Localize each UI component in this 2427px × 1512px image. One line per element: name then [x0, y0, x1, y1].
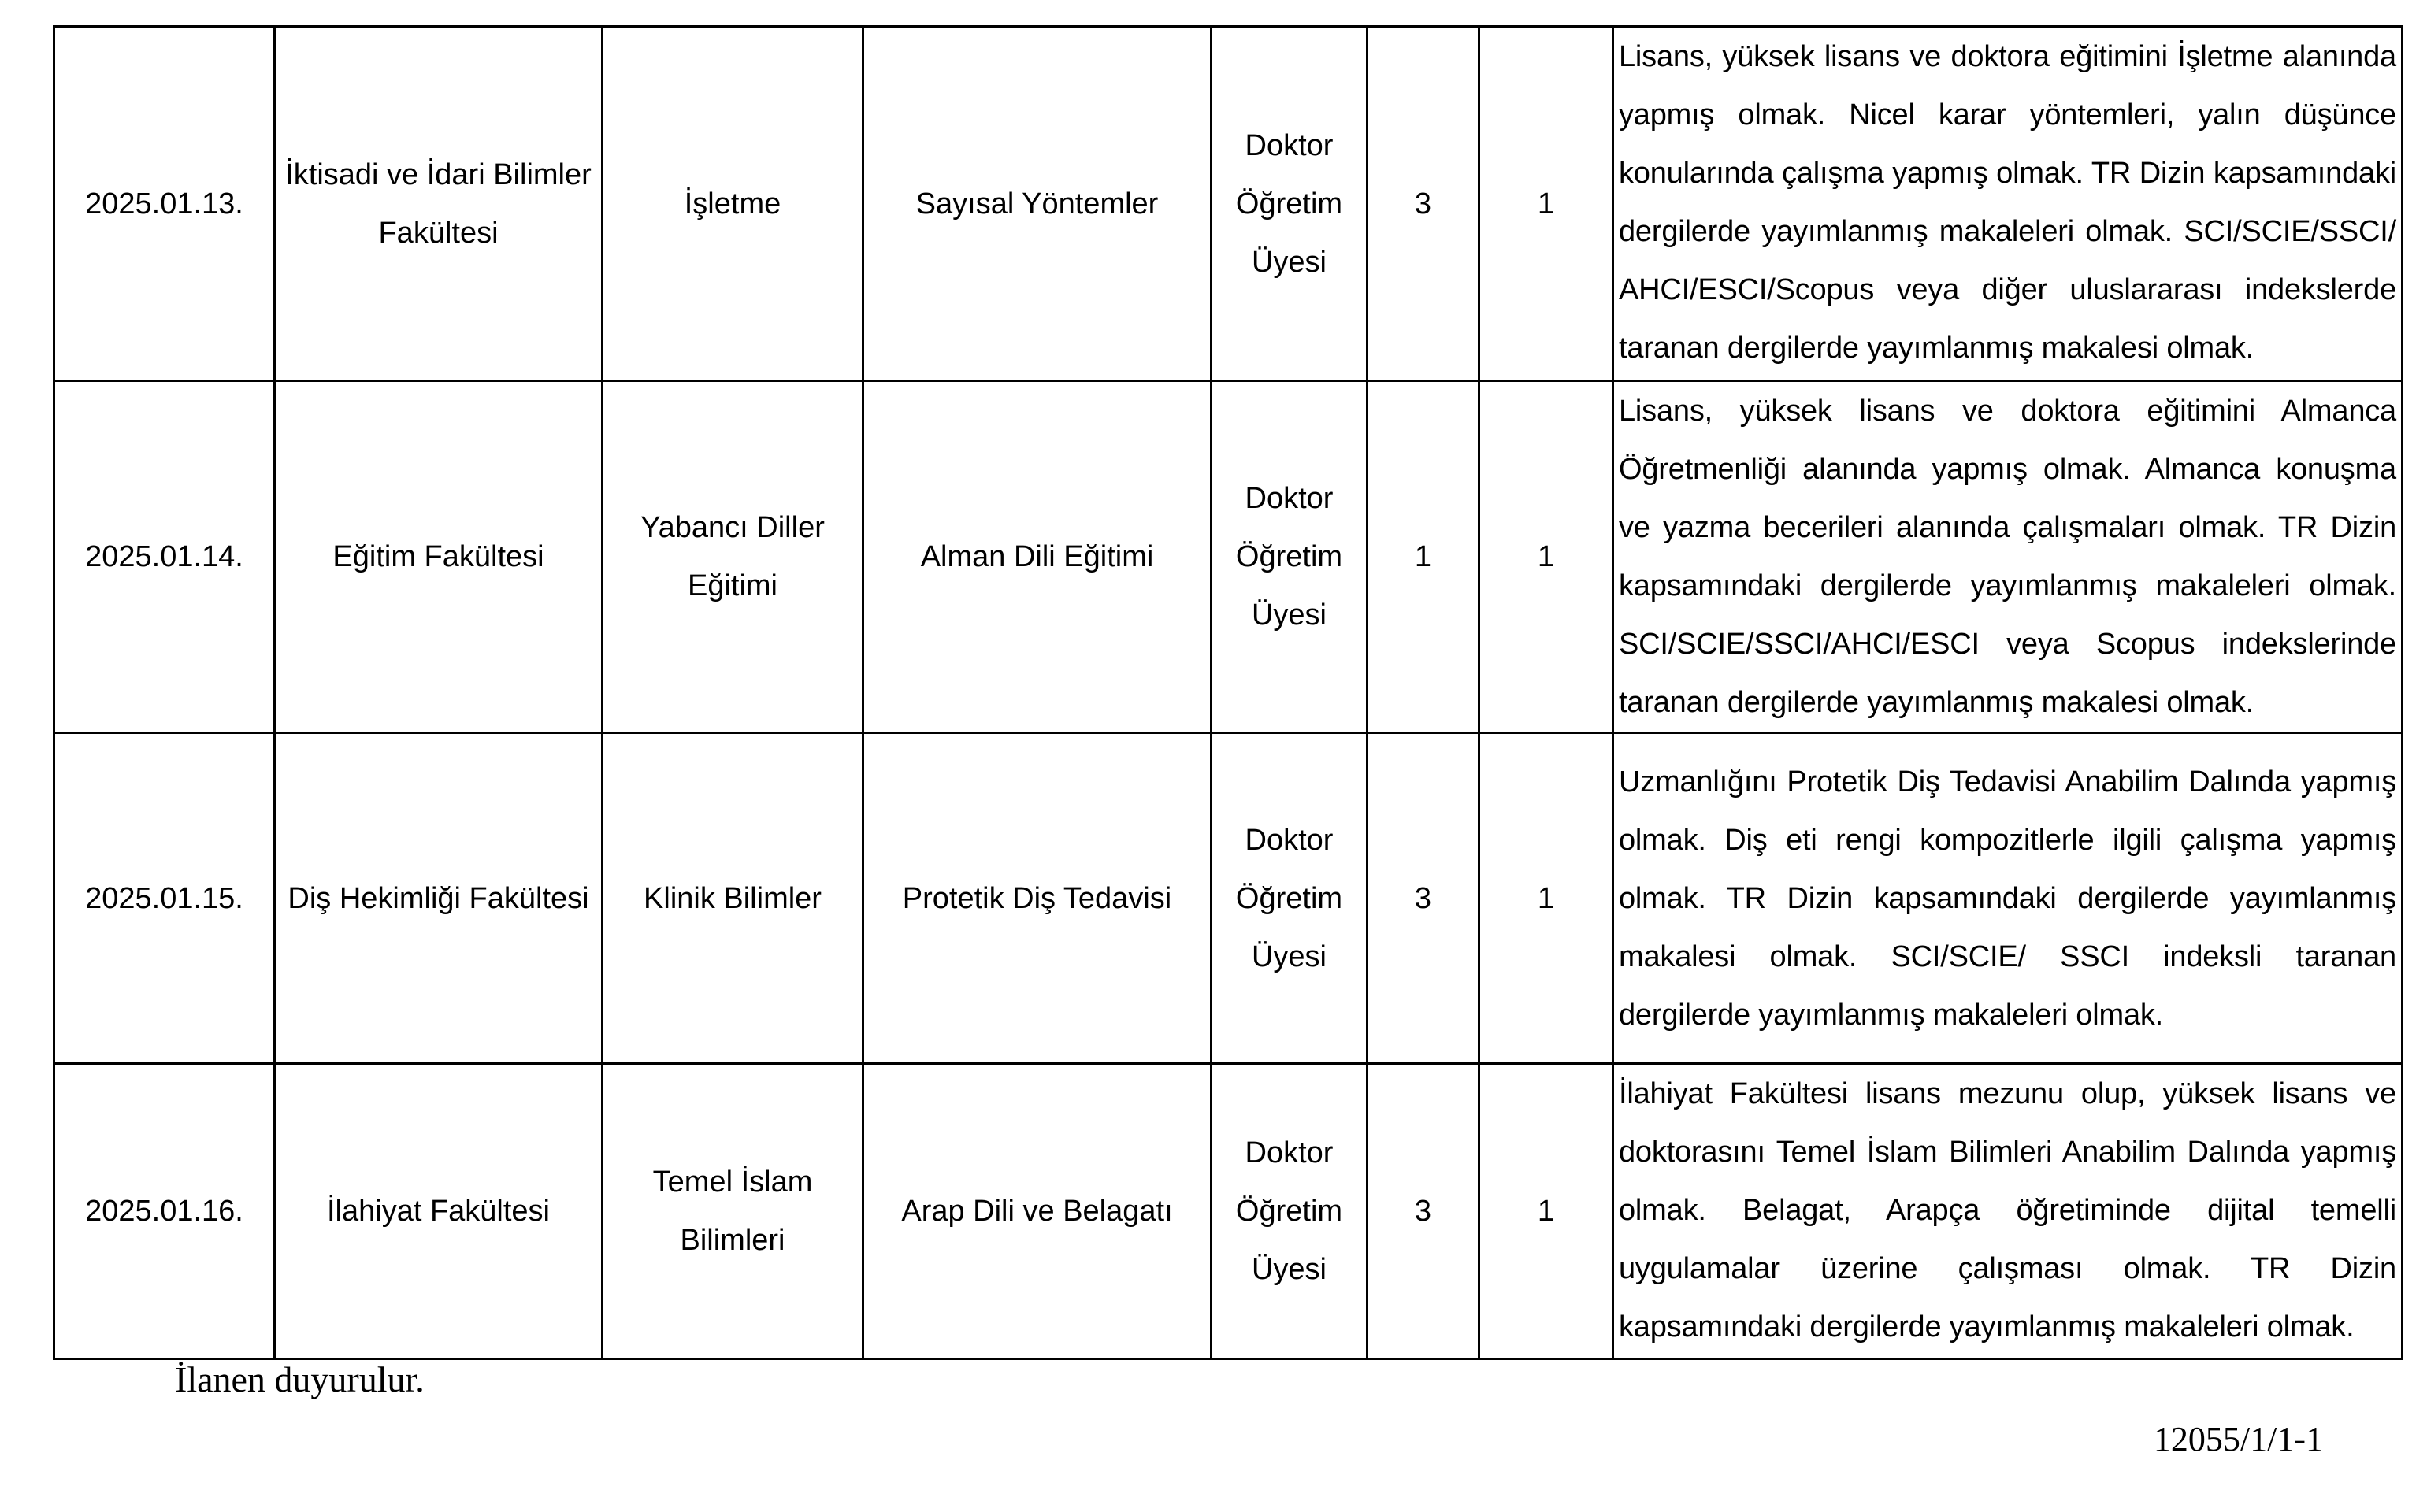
degree-value: 3 [1368, 27, 1479, 381]
table-row [54, 733, 2403, 1064]
position-code: 2025.01.16. [54, 1064, 275, 1359]
position-count: 1 [1479, 1064, 1613, 1359]
position-count: 1 [1479, 733, 1613, 1064]
program-name: Protetik Diş Tedavisi [863, 733, 1212, 1064]
table-row [54, 381, 2403, 733]
faculty-name: İlahiyat Fakültesi [275, 1064, 603, 1359]
department-name: İşletme [603, 27, 863, 381]
document-reference: 12055/1/1-1 [2153, 1420, 2323, 1458]
faculty-name: Eğitim Fakültesi [275, 381, 603, 733]
academic-title: Doktor Öğretim Üyesi [1212, 27, 1368, 381]
position-count: 1 [1479, 381, 1613, 733]
degree-value: 3 [1368, 733, 1479, 1064]
program-name: Alman Dili Eğitimi [863, 381, 1212, 733]
requirements-text: Uzmanlığını Protetik Diş Tedavisi Anabilim Dalında yapmış olmak. Diş eti rengi kompozitlerle ilgili çalışma yapmış olmak. TR Dizin kapsamındaki dergilerde yayımlanmış makalesi olmak. SCI/SCIE/ SSCI indeksli taranan dergilerde yayımlanmış makaleleri olmak. [1613, 733, 2403, 1064]
department-name: Temel İslam Bilimleri [603, 1064, 863, 1359]
faculty-name: Diş Hekimliği Fakültesi [275, 733, 603, 1064]
positions-table [53, 25, 2403, 1360]
requirements-text: İlahiyat Fakültesi lisans mezunu olup, yüksek lisans ve doktorasını Temel İslam Bilimleri Anabilim Dalında yapmış olmak. Belagat, Arapça öğretiminde dijital temelli uygulamalar üzerine çalışması olmak. TR Dizin kapsamındaki dergilerde yayımlanmış makaleleri olmak. [1613, 1064, 2403, 1359]
department-name: Yabancı Diller Eğitimi [603, 381, 863, 733]
academic-title: Doktor Öğretim Üyesi [1212, 1064, 1368, 1359]
faculty-name: İktisadi ve İdari Bilimler Fakültesi [275, 27, 603, 381]
academic-title: Doktor Öğretim Üyesi [1212, 733, 1368, 1064]
degree-value: 1 [1368, 381, 1479, 733]
requirements-text: Lisans, yüksek lisans ve doktora eğitimini Almanca Öğretmenliği alanında yapmış olmak. Almanca konuşma ve yazma becerileri alanında çalışmaları olmak. TR Dizin kapsamındaki dergilerde yayımlanmış makaleleri olmak. SCI/SCIE/SSCI/AHCI/ESCI veya Scopus indekslerinde taranan dergilerde yayımlanmış makalesi olmak. [1613, 381, 2403, 733]
department-name: Klinik Bilimler [603, 733, 863, 1064]
table-row [54, 1064, 2403, 1359]
table-row [54, 27, 2403, 381]
program-name: Arap Dili ve Belagatı [863, 1064, 1212, 1359]
degree-value: 3 [1368, 1064, 1479, 1359]
announcement-note: İlanen duyurulur. [175, 1359, 425, 1399]
position-code: 2025.01.14. [54, 381, 275, 733]
academic-title: Doktor Öğretim Üyesi [1212, 381, 1368, 733]
program-name: Sayısal Yöntemler [863, 27, 1212, 381]
position-code: 2025.01.13. [54, 27, 275, 381]
position-count: 1 [1479, 27, 1613, 381]
requirements-text: Lisans, yüksek lisans ve doktora eğitimini İşletme alanında yapmış olmak. Nicel karar yöntemleri, yalın düşünce konularında çalışma yapmış olmak. TR Dizin kapsamındaki dergilerde yayımlanmış makaleleri olmak. SCI/SCIE/SSCI/ AHCI/ESCI/Scopus veya diğer uluslararası indekslerde taranan dergilerde yayımlanmış makalesi olmak. [1613, 27, 2403, 381]
position-code: 2025.01.15. [54, 733, 275, 1064]
